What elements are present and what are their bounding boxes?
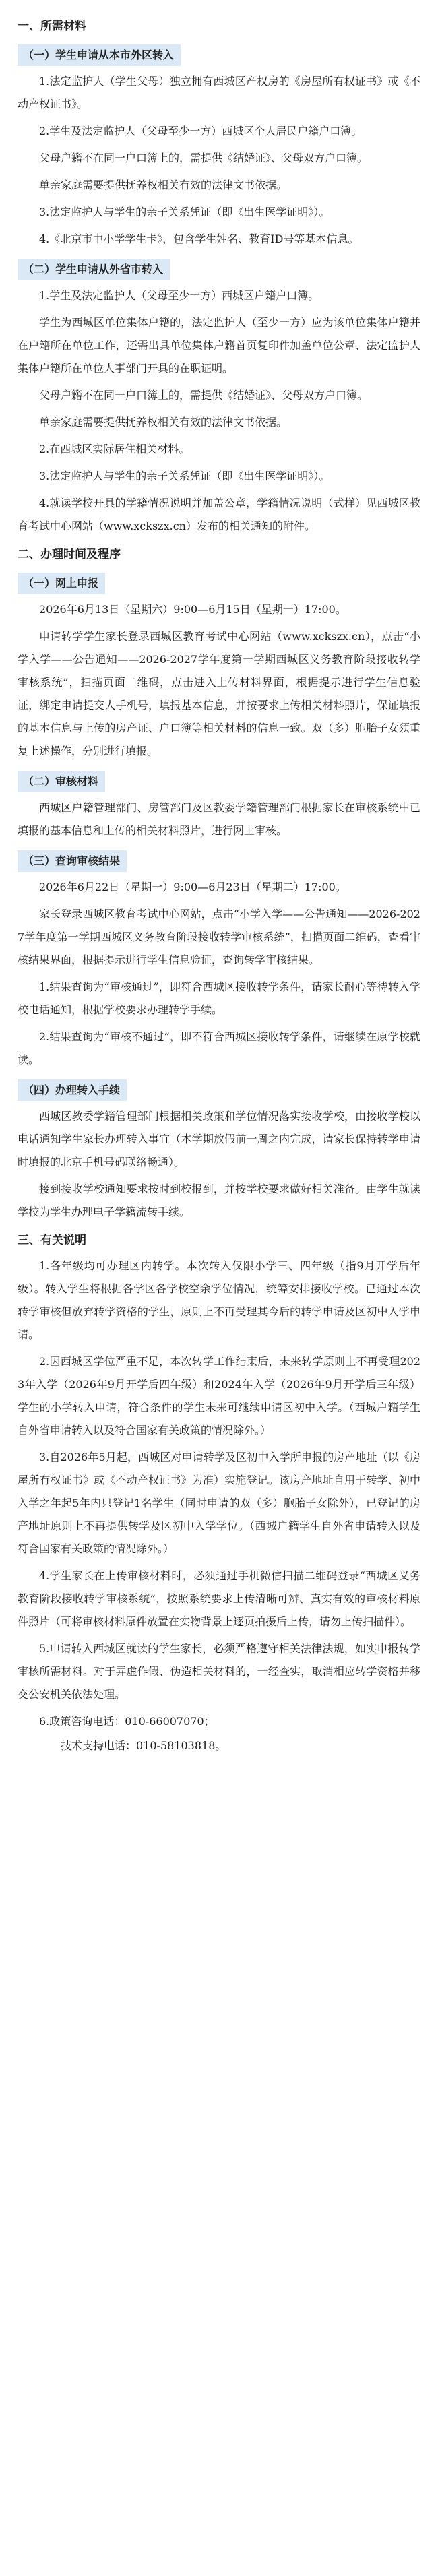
subsection-title-query-results: （三）查询审核结果 [18,850,127,872]
paragraph: 1.各年级均可办理区内转学。本次转入仅限小学三、四年级（指9月开学后年级）。转入学生将根据各学区各学校空余学位情况，统筹安排接收学校。已通过本次转学审核但放弃转学资格的学生，原则上不再受理其今后的转学申请及区初中入学申请。 [18,1259,420,1341]
paragraph: 2.学生及法定监护人（父母至少一方）西城区个人居民户籍户口簿。 [39,125,363,137]
paragraph: 1.法定监护人（学生父母）独立拥有西城区产权房的《房屋所有权证书》或《不动产权证书》。 [18,75,420,111]
paragraph: 2026年6月22日（星期一）9:00—6月23日（星期二）17:00。 [39,881,346,893]
paragraph: 家长登录西城区教育考试中心网站，点击“小学入学——公告通知——2026-2027学年度第一学期西城区义务教育阶段接收转学审核系统”，扫描页面二维码，查看审核结果界面，根据提示进行学生信息验证，查询转学审核结果。 [18,908,420,966]
paragraph: 西城区教委学籍管理部门根据相关政策和学位情况落实接收学校，由接收学校以电话通知学生家长办理转入事宜（本学期放假前一周之内完成，请家长保持转学申请时填报的北京手机号码联络畅通）。 [18,1110,420,1168]
subsection-title-enrollment: （四）办理转入手续 [18,1079,127,1101]
paragraph: 3.法定监护人与学生的亲子关系凭证（即《出生医学证明》）。 [39,470,330,482]
paragraph: 5.申请转入西城区就读的学生家长，必须严格遵守相关法律法规，如实申报转学审核所需材料。对于弄虚作假、伪造相关材料的，一经查实，取消相应转学资格并移交公安机关依法处理。 [18,1642,420,1701]
paragraph: 父母户籍不在同一户口簿上的，需提供《结婚证》、父母双方户口簿。 [39,389,369,402]
paragraph: 父母户籍不在同一户口簿上的，需提供《结婚证》、父母双方户口簿。 [39,152,369,164]
paragraph: 接到接收学校通知要求按时到校报到，并按学校要求做好相关准备。由学生就读学校为学生办理电子学籍流转手续。 [18,1183,420,1218]
section-heading-materials: 一、所需材料 [18,20,86,33]
paragraph: 4.学生家长在上传审核材料时，必须通过手机微信扫描二维码登录“西城区义务教育阶段接收转学审核系统”，按照系统要求上传清晰可辨、真实有效的审核材料原件照片（可将审核材料原件放置在实物背景上逐页拍摄后上传，请勿上传扫描件）。 [18,1569,420,1628]
paragraph: 学生为西城区单位集体户籍的，法定监护人（至少一方）应为该单位集体户籍并在户籍所在单位工作，还需出具单位集体户籍首页复印件加盖单位公章、法定监护人集体户籍所在单位人事部门开具的在职证明。 [18,316,420,375]
subsection-title-local-transfer: （一）学生申请从本市外区转入 [18,44,181,66]
paragraph: 2.因西城区学位严重不足，本次转学工作结束后，未来转学原则上不再受理2023年入学（2026年9月开学后四年级）和2024年入学（2026年9月开学后三年级）学生的小学转入申请，符合条件的学生未来可继续申请区初中入学。（西城户籍学生自外省申请转入以及符合国家有关政策的情况除外。） [18,1355,420,1437]
paragraph: 2.在西城区实际居住相关材料。 [39,443,190,455]
paragraph: 4.《北京市中小学学生卡》，包含学生姓名、教育ID号等基本信息。 [39,232,359,245]
paragraph: 西城区户籍管理部门、房管部门及区教委学籍管理部门根据家长在审核系统中已填报的基本信息和上传的相关材料照片，进行网上审核。 [18,801,420,837]
paragraph: 1.结果查询为“审核通过”，即符合西城区接收转学条件，请家长耐心等待转入学校电话通知，根据学校要求办理转学手续。 [18,980,420,1016]
paragraph: 2026年6月13日（星期六）9:00—6月15日（星期一）17:00。 [39,603,346,616]
section-heading-procedure: 二、办理时间及程序 [18,548,121,561]
paragraph: 2.结果查询为“审核不通过”，即不符合西城区接收转学条件，请继续在原学校就读。 [18,1030,420,1066]
paragraph: 单亲家庭需要提供抚养权相关有效的法律文书依据。 [39,416,288,429]
paragraph: 3.自2026年5月起，西城区对申请转学及区初中入学所申报的房产地址（以《房屋所有权证书》或《不动产权证书》为准）实施登记。该房产地址自用于转学、初中入学之年起5年内只登记1名学生（同时申请的双（多）胞胎子女除外），已登记的房产地址原则上不再提供转学及区初中入学学位。（西城户籍学生自外省申请转入以及符合国家有关政策的情况除外。） [18,1451,420,1555]
paragraph: 3.法定监护人与学生的亲子关系凭证（即《出生医学证明》）。 [39,206,330,218]
paragraph: 申请转学学生家长登录西城区教育考试中心网站（www.xckszx.cn），点击“小学入学——公告通知——2026-2027学年度第一学期西城区义务教育阶段接收转学审核系统”，扫描页面二维码，点击进入上传材料界面，根据提示进行学生信息验证，绑定申请提交人手机号，填报基本信息，并按要求上传相关材料照片，保证填报的基本信息与上传的房产证、户口簿等相关材料的信息一致。双（多）胞胎子女须重复上述操作，分别进行填报。 [18,630,420,757]
subsection-title-online-application: （一）网上申报 [18,573,105,594]
section-heading-notes: 三、有关说明 [18,1234,86,1247]
paragraph: 单亲家庭需要提供抚养权相关有效的法律文书依据。 [39,179,288,191]
paragraph: 4.就读学校开具的学籍情况说明并加盖公章，学籍情况说明（式样）见西城区教育考试中心网站（www.xckszx.cn）发布的相关通知的附件。 [18,497,420,532]
tech-support-phone: 技术支持电话：010-58103818。 [61,1739,226,1752]
paragraph: 1.学生及法定监护人（父母至少一方）西城区户籍户口簿。 [39,289,319,302]
subsection-title-out-of-province: （二）学生申请从外省市转入 [18,259,170,280]
consult-phone: 6.政策咨询电话：010-66007070； [39,1715,215,1728]
subsection-title-review: （二）审核材料 [18,771,105,792]
